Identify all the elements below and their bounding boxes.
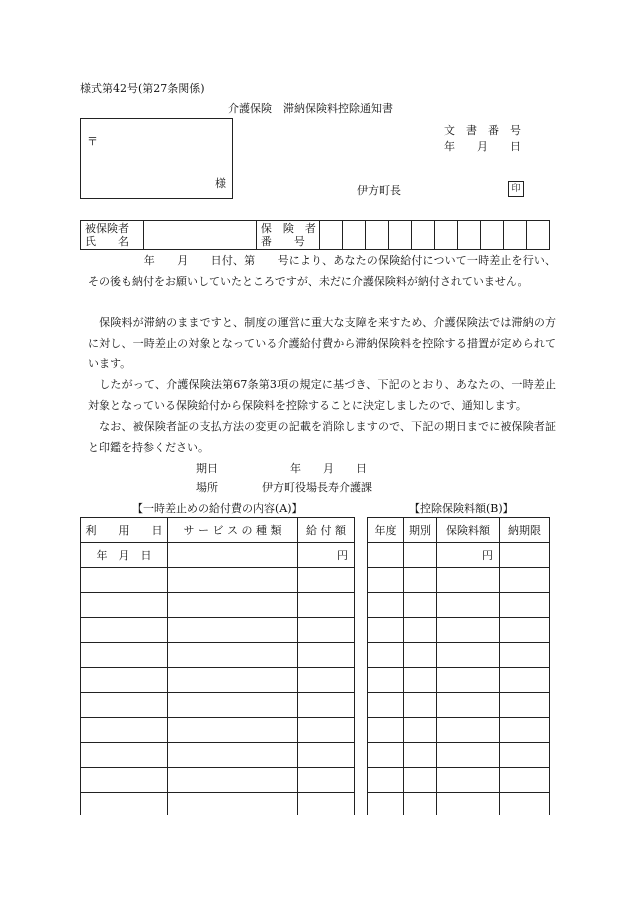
premium-amount-cell[interactable]: 円 [437,543,500,568]
premium-amount-cell[interactable] [437,618,500,643]
body-paragraph-3: したがって、介護保険法第67条第3項の規定に基づき、下記のとおり、あなたの、一時差止対象となっている保険給付から保険料を控除することに決定しましたので、通知します。 [88,378,556,412]
period-cell[interactable] [404,593,437,618]
service-type-cell[interactable] [168,593,298,618]
premium-amount-cell[interactable] [437,693,500,718]
insured-number-label [256,221,319,250]
period-cell[interactable] [404,668,437,693]
number-digit-cell[interactable] [319,221,342,250]
fiscal-year-cell[interactable] [368,543,404,568]
number-label-line2: 番 号 [260,235,305,248]
doc-date-label: 年 月 日 [444,140,521,153]
benefit-amount-cell[interactable] [298,768,355,793]
period-cell[interactable] [404,793,437,815]
header-due-date: 納期限 [500,518,550,543]
usage-date-cell[interactable] [81,718,168,743]
fiscal-year-cell[interactable] [368,618,404,643]
benefit-amount-cell[interactable]: 円 [298,543,355,568]
postal-mark: 〒 [87,135,98,148]
usage-date-cell[interactable] [81,668,168,693]
premium-amount-cell[interactable] [437,568,500,593]
service-type-cell[interactable] [168,643,298,668]
service-type-cell[interactable] [168,793,298,815]
service-type-cell[interactable] [168,718,298,743]
insured-label-line2: 氏 名 [85,235,129,248]
usage-date-cell[interactable] [81,768,168,793]
service-type-cell[interactable] [168,668,298,693]
service-type-cell[interactable] [168,568,298,593]
due-date-cell[interactable] [500,568,550,593]
fiscal-year-cell[interactable] [368,718,404,743]
service-type-cell[interactable] [168,543,298,568]
insured-name-label [81,221,144,250]
premium-amount-cell[interactable] [437,793,500,815]
table-a [80,517,355,815]
fiscal-year-cell[interactable] [368,768,404,793]
header-period: 期別 [404,518,437,543]
period-cell[interactable] [404,718,437,743]
due-date-cell[interactable] [500,743,550,768]
insured-name-cell[interactable] [143,221,256,250]
body-paragraph-2: 保険料が滞納のままですと、制度の運営に重大な支障を来すため、介護保険法では滞納の方に対し、一時差止の対象となっている介護給付費から滞納保険料を控除する措置が定められています。 [88,316,556,370]
body-paragraph-4: なお、被保険者証の支払方法の変更の記載を消除しますので、下記の期日までに被保険者証と印鑑を持参ください。 [88,420,556,454]
table-b-caption: 【控除保険料額(B)】 [409,502,514,515]
header-premium-amount: 保険料額 [437,518,500,543]
service-type-cell[interactable] [168,618,298,643]
fiscal-year-cell[interactable] [368,643,404,668]
usage-date-cell[interactable] [81,743,168,768]
document-title: 介護保険 滞納保険料控除通知書 [228,102,393,115]
honorific: 様 [215,177,226,190]
benefit-amount-cell[interactable] [298,668,355,693]
due-date-cell[interactable] [500,543,550,568]
premium-amount-cell[interactable] [437,643,500,668]
deadline-value: 年 月 日 [290,462,367,475]
period-cell[interactable] [404,743,437,768]
usage-date-cell[interactable] [81,793,168,815]
period-cell[interactable] [404,618,437,643]
due-date-cell[interactable] [500,793,550,815]
usage-date-cell[interactable] [81,568,168,593]
benefit-amount-cell[interactable] [298,718,355,743]
usage-date-cell[interactable] [81,618,168,643]
premium-amount-cell[interactable] [437,768,500,793]
usage-date-cell[interactable] [81,643,168,668]
body-paragraph-1: 年 月 日付、第 号により、あなたの保険給付について一時差止を行い、その後も納付をお願いしていたところですが、未だに介護保険料が納付されていません。 [88,254,556,288]
benefit-amount-cell[interactable] [298,743,355,768]
premium-amount-cell[interactable] [437,743,500,768]
period-cell[interactable] [404,543,437,568]
header-fiscal-year: 年度 [368,518,404,543]
service-type-cell[interactable] [168,768,298,793]
number-digit-cell[interactable] [365,221,388,250]
usage-date-cell[interactable] [81,593,168,618]
place-value: 伊方町役場長寿介護課 [262,481,372,494]
premium-amount-cell[interactable] [437,593,500,618]
table-b [367,517,550,815]
service-type-cell[interactable] [168,693,298,718]
benefit-amount-cell[interactable] [298,793,355,815]
period-cell[interactable] [404,568,437,593]
usage-date-cell[interactable] [81,693,168,718]
period-cell[interactable] [404,693,437,718]
fiscal-year-cell[interactable] [368,793,404,815]
due-date-cell[interactable] [500,768,550,793]
premium-amount-cell[interactable] [437,718,500,743]
number-digit-cell[interactable] [342,221,365,250]
header-service-type: サ ー ビ ス の 種 類 [168,518,298,543]
number-digit-cell[interactable] [480,221,503,250]
fiscal-year-cell[interactable] [368,593,404,618]
due-date-cell[interactable] [500,643,550,668]
number-digit-cell[interactable] [388,221,411,250]
usage-date-cell[interactable]: 年 月 日 [81,543,168,568]
due-date-cell[interactable] [500,618,550,643]
benefit-amount-cell[interactable] [298,693,355,718]
benefit-amount-cell[interactable] [298,568,355,593]
fiscal-year-cell[interactable] [368,668,404,693]
number-digit-cell[interactable] [526,221,549,250]
number-digit-cell[interactable] [457,221,480,250]
form-number: 様式第42号(第27条関係) [80,82,205,95]
number-digit-cell[interactable] [503,221,526,250]
table-a-caption: 【一時差止めの給付費の内容(A)】 [132,502,303,515]
header-usage-date: 利 用 日 [81,518,168,543]
insured-info-table [80,220,550,250]
number-label-line1: 保 険 者 [260,222,316,235]
due-date-cell[interactable] [500,693,550,718]
doc-number-label: 文 書 番 号 [444,124,521,137]
number-digit-cell[interactable] [411,221,434,250]
deadline-label: 期日 [196,462,218,475]
benefit-amount-cell[interactable] [298,643,355,668]
place-label: 場所 [196,481,218,494]
fiscal-year-cell[interactable] [368,568,404,593]
fiscal-year-cell[interactable] [368,743,404,768]
due-date-cell[interactable] [500,718,550,743]
issuer-name: 伊方町長 [357,184,401,197]
number-digit-cell[interactable] [434,221,457,250]
period-cell[interactable] [404,643,437,668]
header-benefit-amount: 給 付 額 [298,518,355,543]
service-type-cell[interactable] [168,743,298,768]
fiscal-year-cell[interactable] [368,693,404,718]
due-date-cell[interactable] [500,593,550,618]
due-date-cell[interactable] [500,668,550,693]
address-box [80,118,233,199]
seal-mark: 印 [508,181,524,197]
insured-label-line1: 被保険者 [85,222,129,235]
benefit-amount-cell[interactable] [298,618,355,643]
benefit-amount-cell[interactable] [298,593,355,618]
premium-amount-cell[interactable] [437,668,500,693]
period-cell[interactable] [404,768,437,793]
